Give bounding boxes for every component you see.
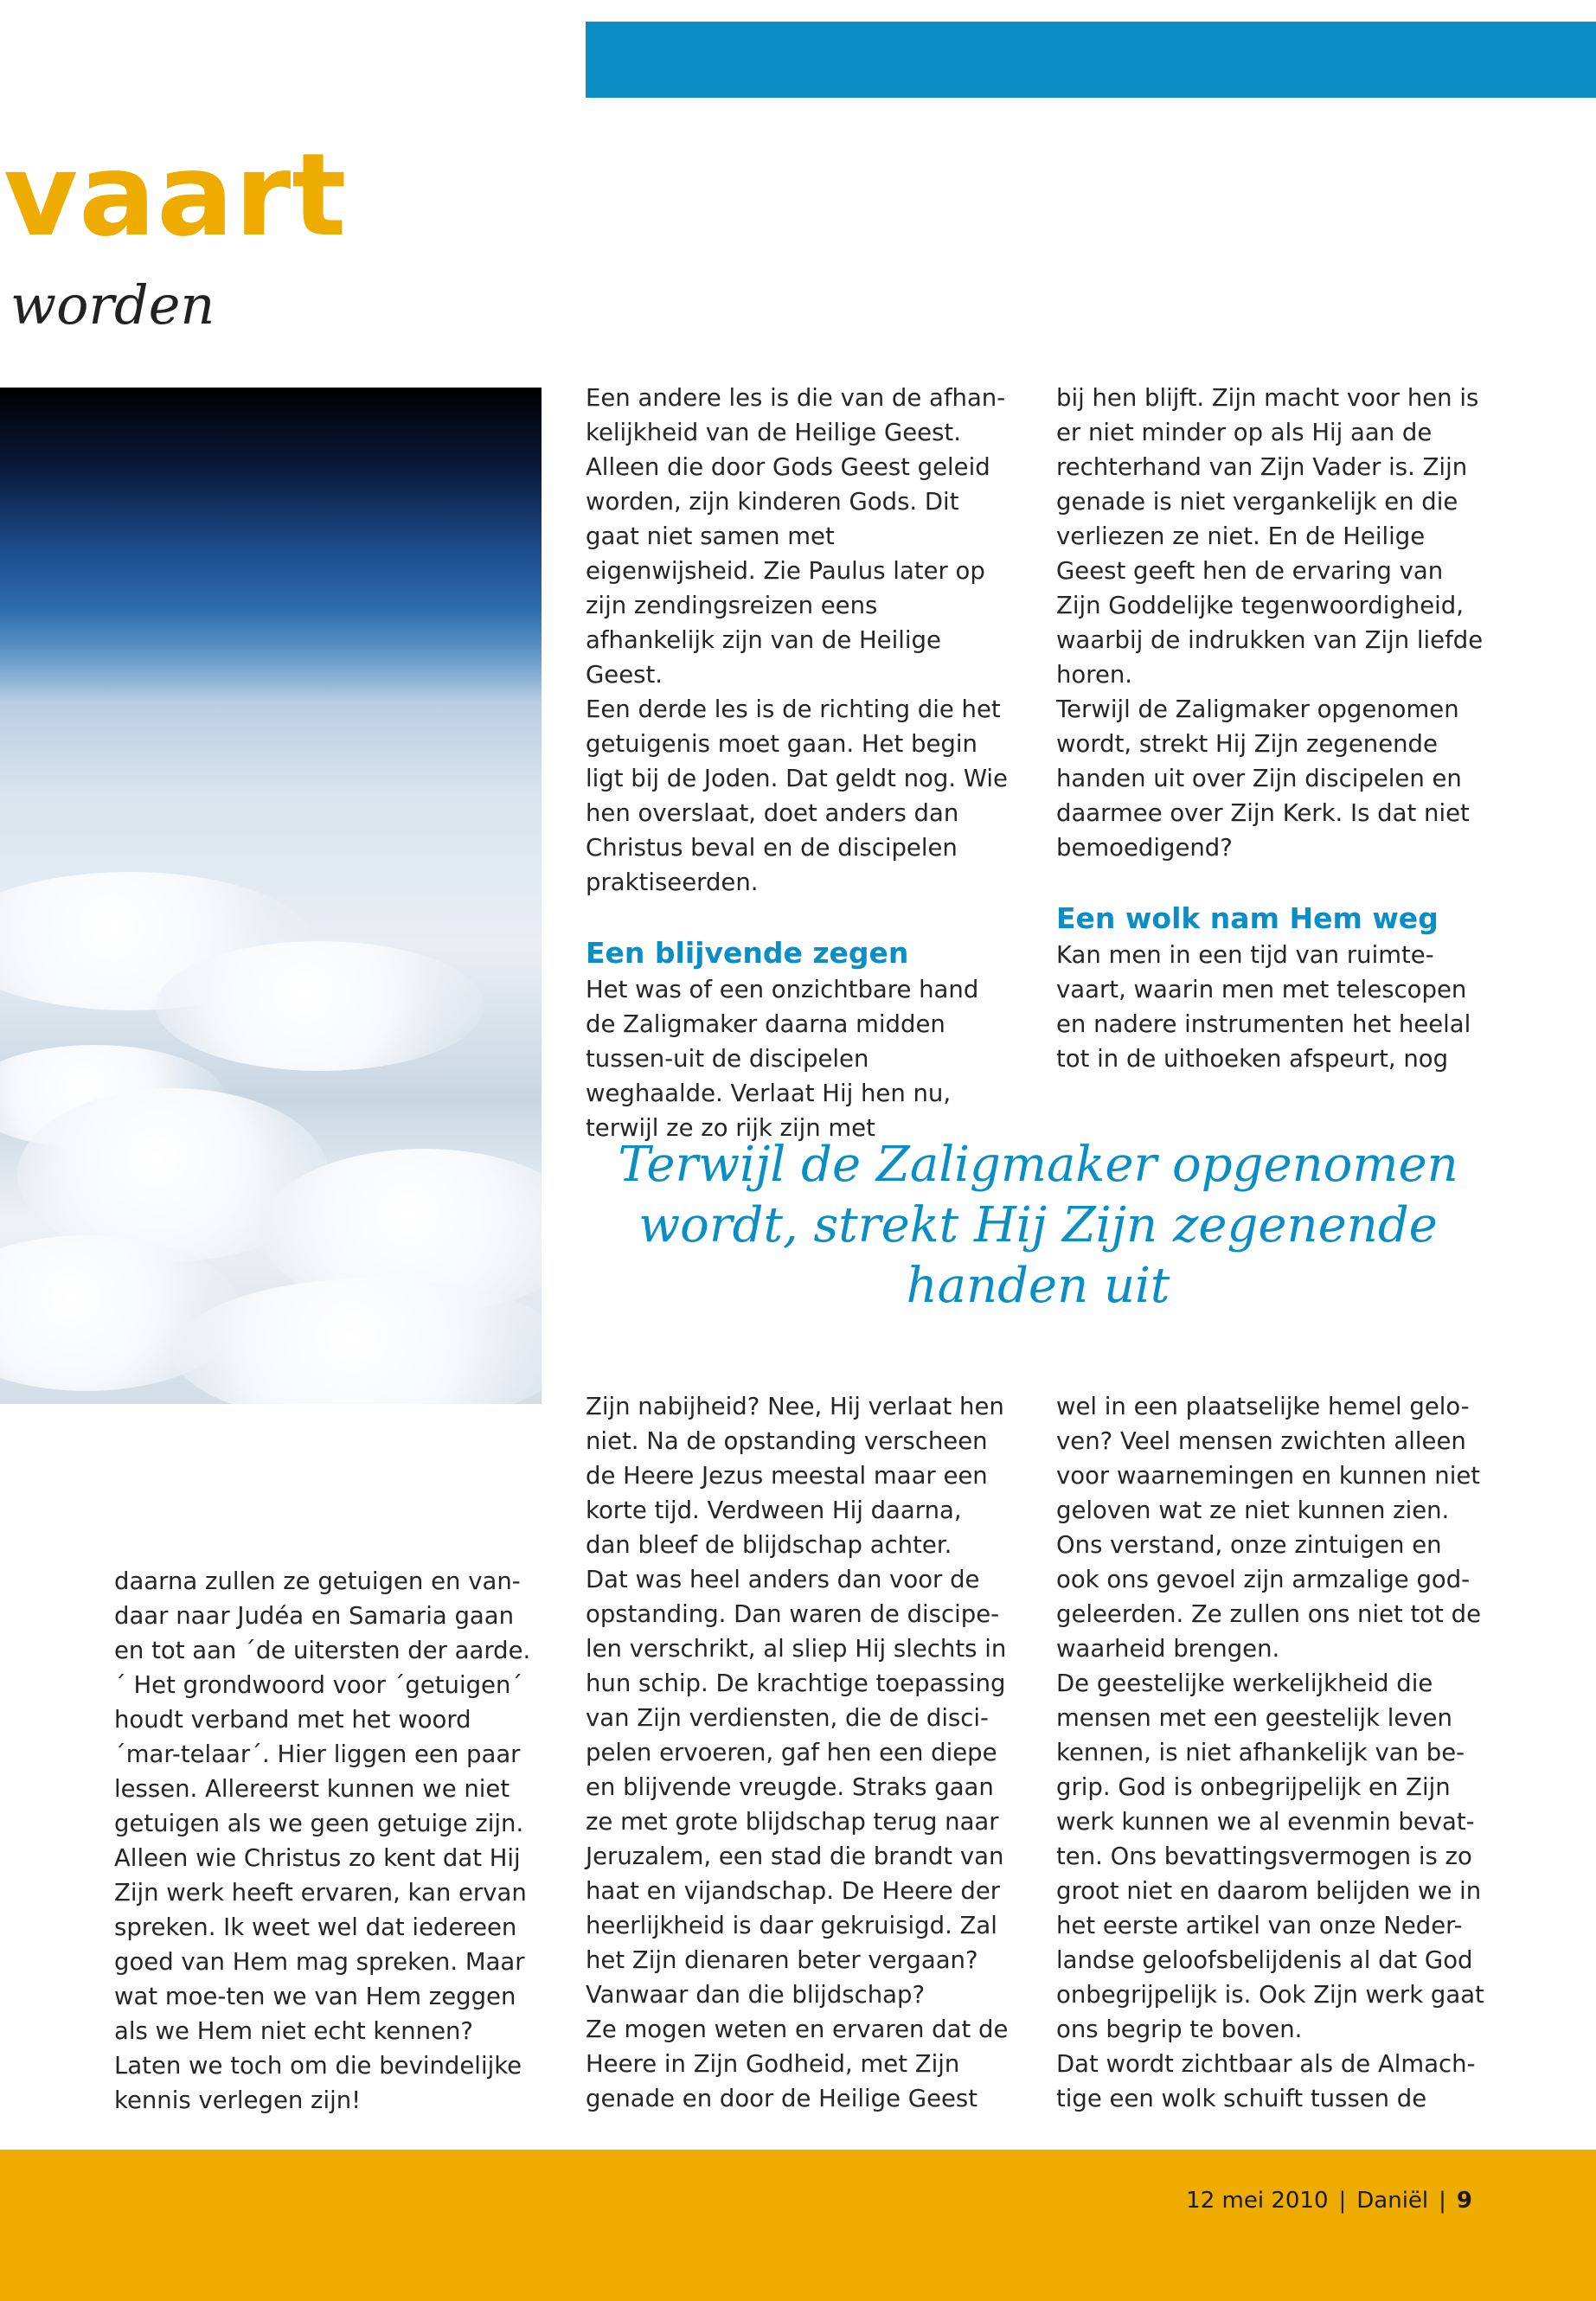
issue-date: 12 mei 2010 (1186, 2188, 1329, 2214)
publication-name: Daniël (1356, 2188, 1429, 2214)
headline-fragment: vaart (3, 129, 348, 262)
paragraph: Dat was heel anders dan voor de opstanding. Dan waren de discipe-len verschrikt, al sliep Hij slechts in hun schip. De krachtige toepassing van Zijn verdiensten, die de disci-pelen ervoeren, gaf hen een diepe en blijvende vreugde. Straks gaan ze met grote blijdschap terug naar Jeruzalem, een stad die brandt van haat en vijandschap. De Heere der heerlijkheid is daar gekruisigd. Zal het Zijn dienaren beter vergaan? Vanwaar dan die blijdschap? (586, 1566, 1007, 2009)
paragraph: Zijn nabijheid? Nee, Hij verlaat hen niet. Na de opstanding verscheen de Heere Jezus meestal maar een korte tijd. Verdween Hij daarna, dan bleef de blijdschap achter. (586, 1393, 1004, 1559)
paragraph: De geestelijke werkelijkheid die mensen met een geestelijk leven kennen, is niet afhankelijk van be-grip. God is onbegrijpelijk en Zijn werk kunnen we al evenmin bevat-ten. Ons bevattingsvermogen is zo groot niet en daarom belijden we in het eerste artikel van onze Neder-landse geloofsbelijdenis al dat God onbegrijpelijk is. Ook Zijn werk gaat ons begrip te boven. (1056, 1670, 1484, 2043)
paragraph: Het was of een onzichtbare hand de Zaligmaker daarna midden tussen-uit de discipelen weghaalde. Verlaat Hij hen nu, terwijl ze zo rijk zijn met (586, 976, 979, 1142)
sky-clouds-photo (0, 388, 542, 1404)
subheadline-fragment: worden (10, 273, 215, 336)
folio-separator: | (1338, 2188, 1347, 2214)
text-column-top-left (586, 381, 1010, 1145)
footer-bar (0, 2150, 1596, 2301)
paragraph: daarna zullen ze getuigen en van-daar naar Judéa en Samaria gaan en tot aan ´de uitersten der aarde.´ Het grondwoord voor ´getuigen´ houdt verband met het woord ´mar-telaar´. Hier liggen een paar lessen. Allereerst kunnen we niet getuigen als we geen getuige zijn. Alleen wie Christus zo kent dat Hij Zijn werk heeft ervaren, kan ervan spreken. Ik weet wel dat iedereen goed van Hem mag spreken. Maar wat moe-ten we van Hem zeggen als we Hem niet echt kennen? Laten we toch om die bevindelijke kennis verlegen zijn! (114, 1567, 531, 2114)
top-color-bar (586, 22, 1596, 98)
page-number: 9 (1456, 2188, 1472, 2214)
text-column-top-right (1056, 381, 1484, 1076)
section-heading: Een blijvende zegen (586, 936, 909, 970)
paragraph: Ze mogen weten en ervaren dat de Heere in Zijn Godheid, met Zijn genade en door de Heilige Geest (586, 2016, 1009, 2112)
paragraph: wel in een plaatselijke hemel gelo-ven? Veel mensen zwichten alleen voor waarnemingen en kunnen niet geloven wat ze niet kunnen zien. Ons verstand, onze zintuigen en ook ons gevoel zijn armzalige god-geleerden. Ze zullen ons niet tot de waarheid brengen. (1056, 1393, 1482, 1663)
text-column-bottom-left (586, 1389, 1010, 2116)
paragraph: Een derde les is de richting die het getuigenis moet gaan. Het begin ligt bij de Joden. Dat geldt nog. Wie hen overslaat, doet anders dan Christus beval en de discipelen praktiseerden. (586, 695, 1008, 896)
paragraph: Terwijl de Zaligmaker opgenomen wordt, strekt Hij Zijn zegenende handen uit over Zijn discipelen en daarmee over Zijn Kerk. Is dat niet bemoedigend? (1056, 695, 1470, 862)
folio-separator: | (1439, 2188, 1446, 2214)
paragraph: Kan men in een tijd van ruimte-vaart, waarin men met telescopen en nadere instrumenten het heelal tot in de uithoeken afspeurt, nog (1056, 941, 1471, 1073)
paragraph: bij hen blijft. Zijn macht voor hen is er niet minder op als Hij aan de rechterhand van Zijn Vader is. Zijn genade is niet vergankelijk en die verliezen ze niet. En de Heilige Geest geeft hen de ervaring van Zijn Goddelijke tegenwoordigheid, waarbij de indrukken van Zijn liefde horen. (1056, 384, 1484, 689)
folio (1186, 2188, 1472, 2214)
text-column-bottom-far-left (114, 1564, 542, 2118)
pull-quote: Terwijl de Zaligmaker opgenomen wordt, strekt Hij Zijn zegenende handen uit (618, 1137, 1458, 1314)
paragraph: Een andere les is die van de afhan-kelijkheid van de Heilige Geest. Alleen die door Gods Geest geleid worden, zijn kinderen Gods. Dit gaat niet samen met eigenwijsheid. Zie Paulus later op zijn zendingsreizen eens afhankelijk zijn van de Heilige Geest. (586, 384, 1006, 689)
paragraph: Dat wordt zichtbaar als de Almach-tige een wolk schuift tussen de (1056, 2050, 1476, 2112)
section-heading: Een wolk nam Hem weg (1056, 901, 1439, 935)
text-column-bottom-right (1056, 1389, 1484, 2116)
